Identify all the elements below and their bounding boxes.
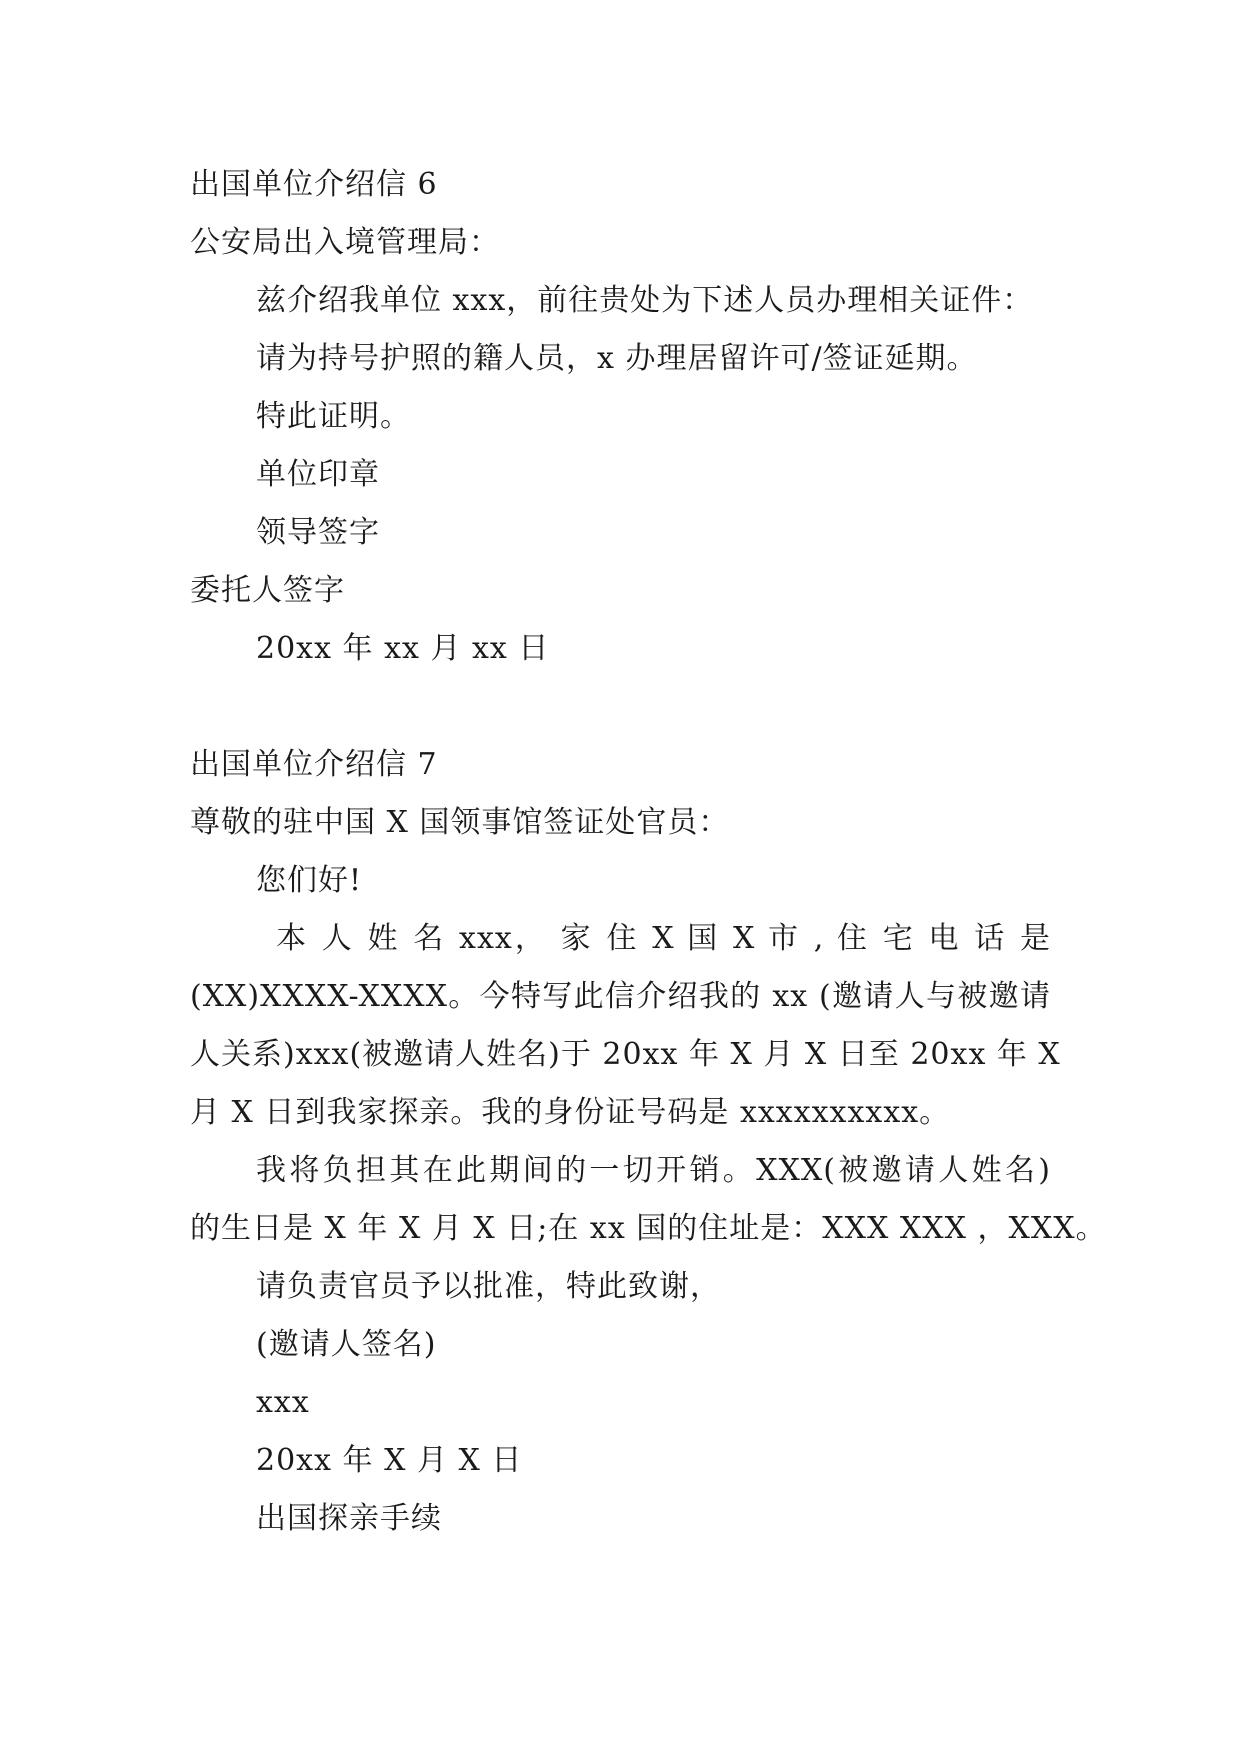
letter6-paragraph-3: 特此证明。 bbox=[256, 399, 411, 434]
letter6-addressee: 公安局出入境管理局： bbox=[190, 225, 500, 260]
letter7-closing: 请负责官员予以批准，特此致谢， bbox=[256, 1269, 721, 1304]
letter7-body2-line-1: 我将负担其在此期间的一切开销。XXX(被邀请人姓名) bbox=[256, 1153, 1051, 1188]
letter7-greeting: 您们好! bbox=[256, 863, 363, 898]
letter7-addressee: 尊敬的驻中国 X 国领事馆签证处官员： bbox=[190, 805, 730, 840]
letter7-signature-label: (邀请人签名) bbox=[256, 1327, 437, 1362]
letter7-body1-line-2: (XX)XXXX-XXXX。今特写此信介绍我的 xx (邀请人与被邀请 bbox=[190, 979, 1051, 1014]
letter6-leader-sign-label: 领导签字 bbox=[256, 515, 380, 550]
letter7-title: 出国单位介绍信 7 bbox=[190, 747, 438, 782]
letter6-date: 20xx 年 xx 月 xx 日 bbox=[256, 631, 550, 666]
letter6-title: 出国单位介绍信 6 bbox=[190, 167, 438, 202]
letter6-client-sign-label: 委托人签字 bbox=[190, 573, 345, 608]
letter7-date: 20xx 年 X 月 X 日 bbox=[256, 1443, 523, 1478]
next-section-heading: 出国探亲手续 bbox=[256, 1501, 442, 1536]
letter7-body1-line-4: 月 X 日到我家探亲。我的身份证号码是 xxxxxxxxxx。 bbox=[190, 1095, 951, 1130]
letter7-body1-line-3: 人关系)xxx(被邀请人姓名)于 20xx 年 X 月 X 日至 20xx 年 X bbox=[190, 1037, 1061, 1072]
letter6-paragraph-1: 兹介绍我单位 xxx，前往贵处为下述人员办理相关证件： bbox=[256, 283, 1034, 318]
letter7-signature-name: xxx bbox=[256, 1385, 310, 1420]
letter6-seal-label: 单位印章 bbox=[256, 457, 380, 492]
letter7-body1-line-1: 本 人 姓 名 xxx， 家 住 X 国 X 市 , 住 宅 电 话 是 bbox=[276, 921, 1051, 956]
letter7-body2-line-2: 的生日是 X 年 X 月 X 日;在 xx 国的住址是：XXX XXX ，XXX。 bbox=[190, 1211, 1107, 1246]
letter6-paragraph-2: 请为持号护照的籍人员，x 办理居留许可/签证延期。 bbox=[256, 341, 978, 376]
